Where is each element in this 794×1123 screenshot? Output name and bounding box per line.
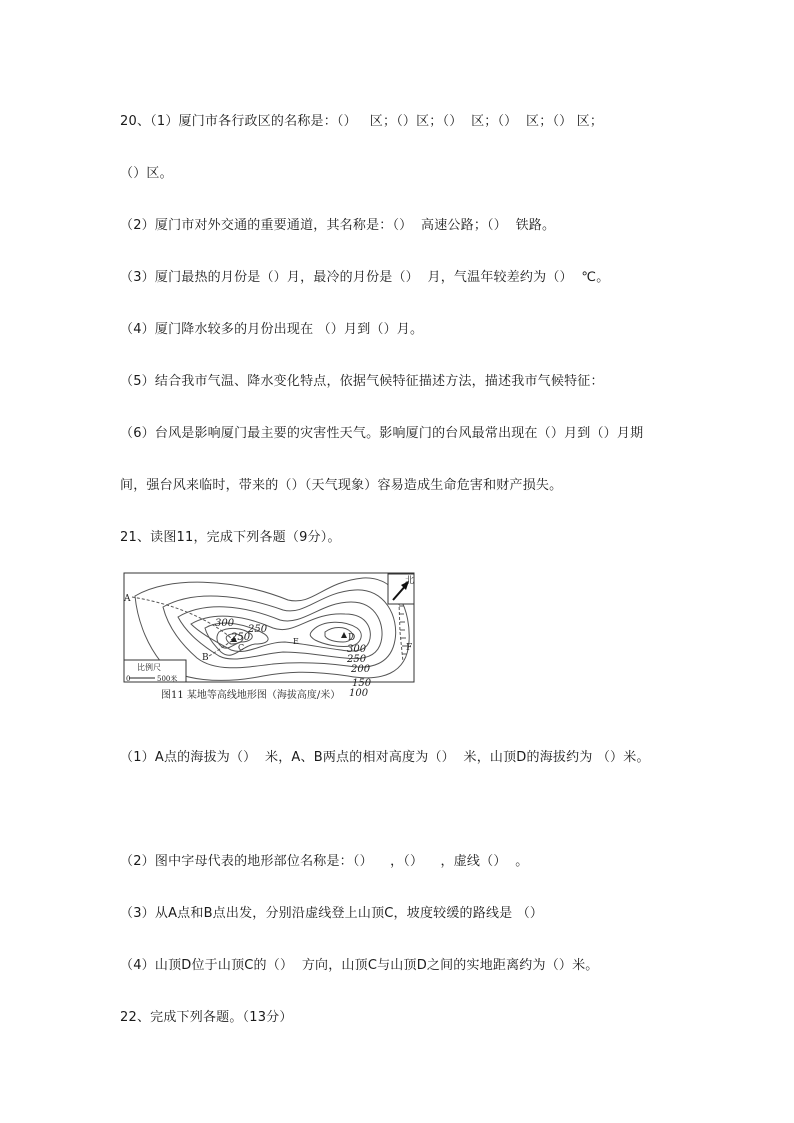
q21-part-4: （4）山顶D位于山顶C的（） 方向，山顶C与山顶D之间的实地距离约为（）米。 [120,958,599,973]
scale-zero: 0 [126,675,131,683]
scale-length: 500米 [157,675,178,683]
contour-label-100: 100 [349,688,369,699]
point-c-label: C [238,643,245,652]
q20-part-4: （4）厦门降水较多的月份出现在 （）月到（）月。 [120,322,424,337]
q20-part-5: （5）结合我市气温、降水变化特点，依据气候特征描述方法，描述我市气候特征： [120,374,604,389]
north-label: 北 [405,576,415,586]
contour-label-300-left: 300 [215,618,235,629]
contour-label-200: 200 [351,664,371,675]
contour-map-figure [123,572,417,702]
contour-label-300-right: 300 [347,644,367,655]
point-f-label: F [406,643,413,653]
point-b-label: B [202,653,209,663]
contour-map [123,572,417,702]
q21-title: 21、读图11，完成下列各题（9分）。 [120,530,341,545]
q20-part-6a: （6）台风是影响厦门最主要的灾害性天气。影响厦门的台风最常出现在（）月到（）月期 [120,426,644,441]
point-e-label: E [293,637,299,646]
figure-caption: 图11 某地等高线地形图（海拔高度/米） [161,690,341,701]
contour-label-250-left: 250 [231,632,251,643]
contour-label-250-top: 250 [248,624,268,635]
q20-part-3: （3）厦门最热的月份是（）月，最冷的月份是（） 月，气温年较差约为（） ℃。 [120,270,610,285]
q20-line-2: （）区。 [120,166,173,181]
contour-label-150: 150 [352,678,372,689]
q20-part-6b: 间，强台风来临时，带来的（）（天气现象）容易造成生命危害和财产损失。 [120,478,563,493]
q21-part-2: （2）图中字母代表的地形部位名称是：（） ，（） ，虚线（） 。 [120,854,529,869]
point-d-label: D [348,633,356,643]
point-a-label: A [124,594,131,604]
q21-part-1: （1）A点的海拔为（） 米，A、B两点的相对高度为（） 米，山顶D的海拔约为 （）米。 [120,750,650,765]
q20-line-1: 20、（1）厦门市各行政区的名称是：（） 区；（）区；（） 区；（） 区；（） 区； [120,114,604,129]
q20-part-2: （2）厦门市对外交通的重要通道，其名称是：（） 高速公路；（） 铁路。 [120,218,556,233]
q21-part-3: （3）从A点和B点出发，分别沿虚线登上山顶C，坡度较缓的路线是 （） [120,906,544,921]
q22-title: 22、完成下列各题。（13分） [120,1010,293,1025]
scale-label: 比例尺 [137,663,161,672]
contour-label-250-right: 250 [347,654,367,665]
